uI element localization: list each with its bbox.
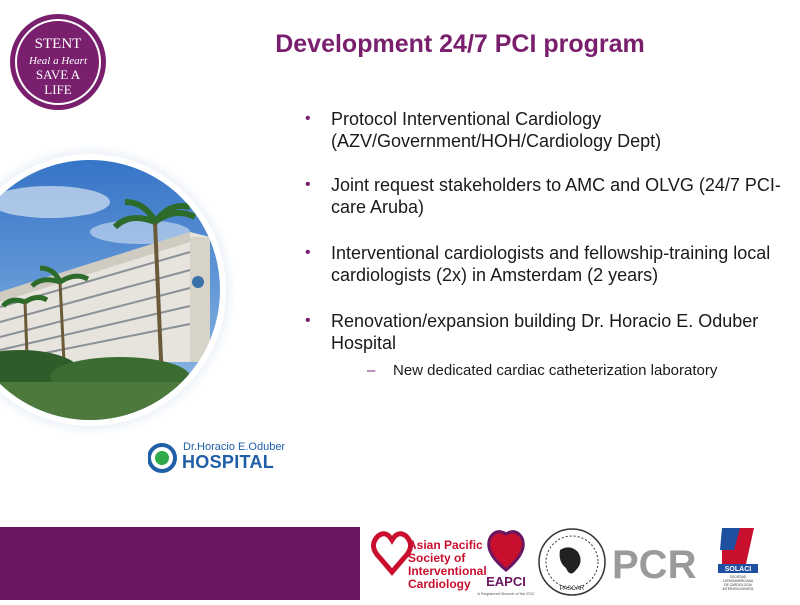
svg-text:Society of: Society of (408, 551, 466, 565)
svg-text:STENT: STENT (34, 36, 82, 52)
svg-text:DE CARDIOLOGIA: DE CARDIOLOGIA (724, 583, 752, 587)
svg-text:SOLACI: SOLACI (724, 566, 752, 573)
bullet-item: • Interventional cardiologists and fellowship-training local cardiologists (2x) in Amsterdam (2 years) (305, 243, 771, 285)
apsic-logo (373, 534, 486, 591)
svg-text:INTERVENCIONISTA: INTERVENCIONISTA (722, 587, 754, 591)
pascar-logo (539, 529, 605, 595)
bullet-dot-icon: • (305, 176, 311, 193)
svg-text:LIFE: LIFE (44, 82, 72, 97)
slide-title: Development 24/7 PCI program (275, 30, 645, 58)
svg-text:A Registered Branch of the ESC: A Registered Branch of the ESC (477, 591, 535, 596)
bullet-item: • Protocol Interventional Cardiology (AZV/Government/HOH/Cardiology Dept) (305, 109, 662, 151)
svg-text:LATINOAMERICANA: LATINOAMERICANA (722, 579, 754, 583)
svg-text:Interventional: Interventional (408, 564, 487, 578)
svg-text:Cardiology: Cardiology (408, 577, 471, 591)
svg-text:Asian Pacific: Asian Pacific (408, 538, 483, 552)
svg-text:Heal a Heart: Heal a Heart (28, 55, 88, 67)
bullet-dot-icon: • (305, 312, 311, 329)
stent-heal-a-heart-logo (8, 12, 108, 112)
hospital-logo-word: HOSPITAL (182, 452, 275, 472)
hospital-building-photo (0, 142, 260, 438)
hospital-logo-name: Dr.Horacio E.Oduber (183, 441, 286, 453)
svg-text:SAVE A: SAVE A (35, 67, 81, 82)
sub-bullet-item: – New dedicated cardiac catheterization laboratory (331, 360, 785, 382)
dash-icon: – (367, 362, 376, 379)
svg-text:SOCIEDAD: SOCIEDAD (729, 575, 747, 579)
solaci-logo (718, 528, 758, 591)
bullet-dot-icon: • (305, 110, 311, 127)
bullet-list (305, 108, 785, 404)
pcr-logo: PCR (612, 543, 697, 587)
svg-text:PASCAR: PASCAR (559, 586, 585, 592)
footer-logos (360, 520, 800, 600)
bullet-item: • Renovation/expansion building Dr. Horacio E. Oduber Hospital – New dedicated cardiac catheterization laboratory (305, 310, 785, 382)
bullet-dot-icon: • (305, 244, 311, 261)
bullet-item: • Joint request stakeholders to AMC and OLVG (24/7 PCI-care Aruba) (305, 175, 781, 217)
svg-text:EAPCI: EAPCI (486, 574, 526, 589)
